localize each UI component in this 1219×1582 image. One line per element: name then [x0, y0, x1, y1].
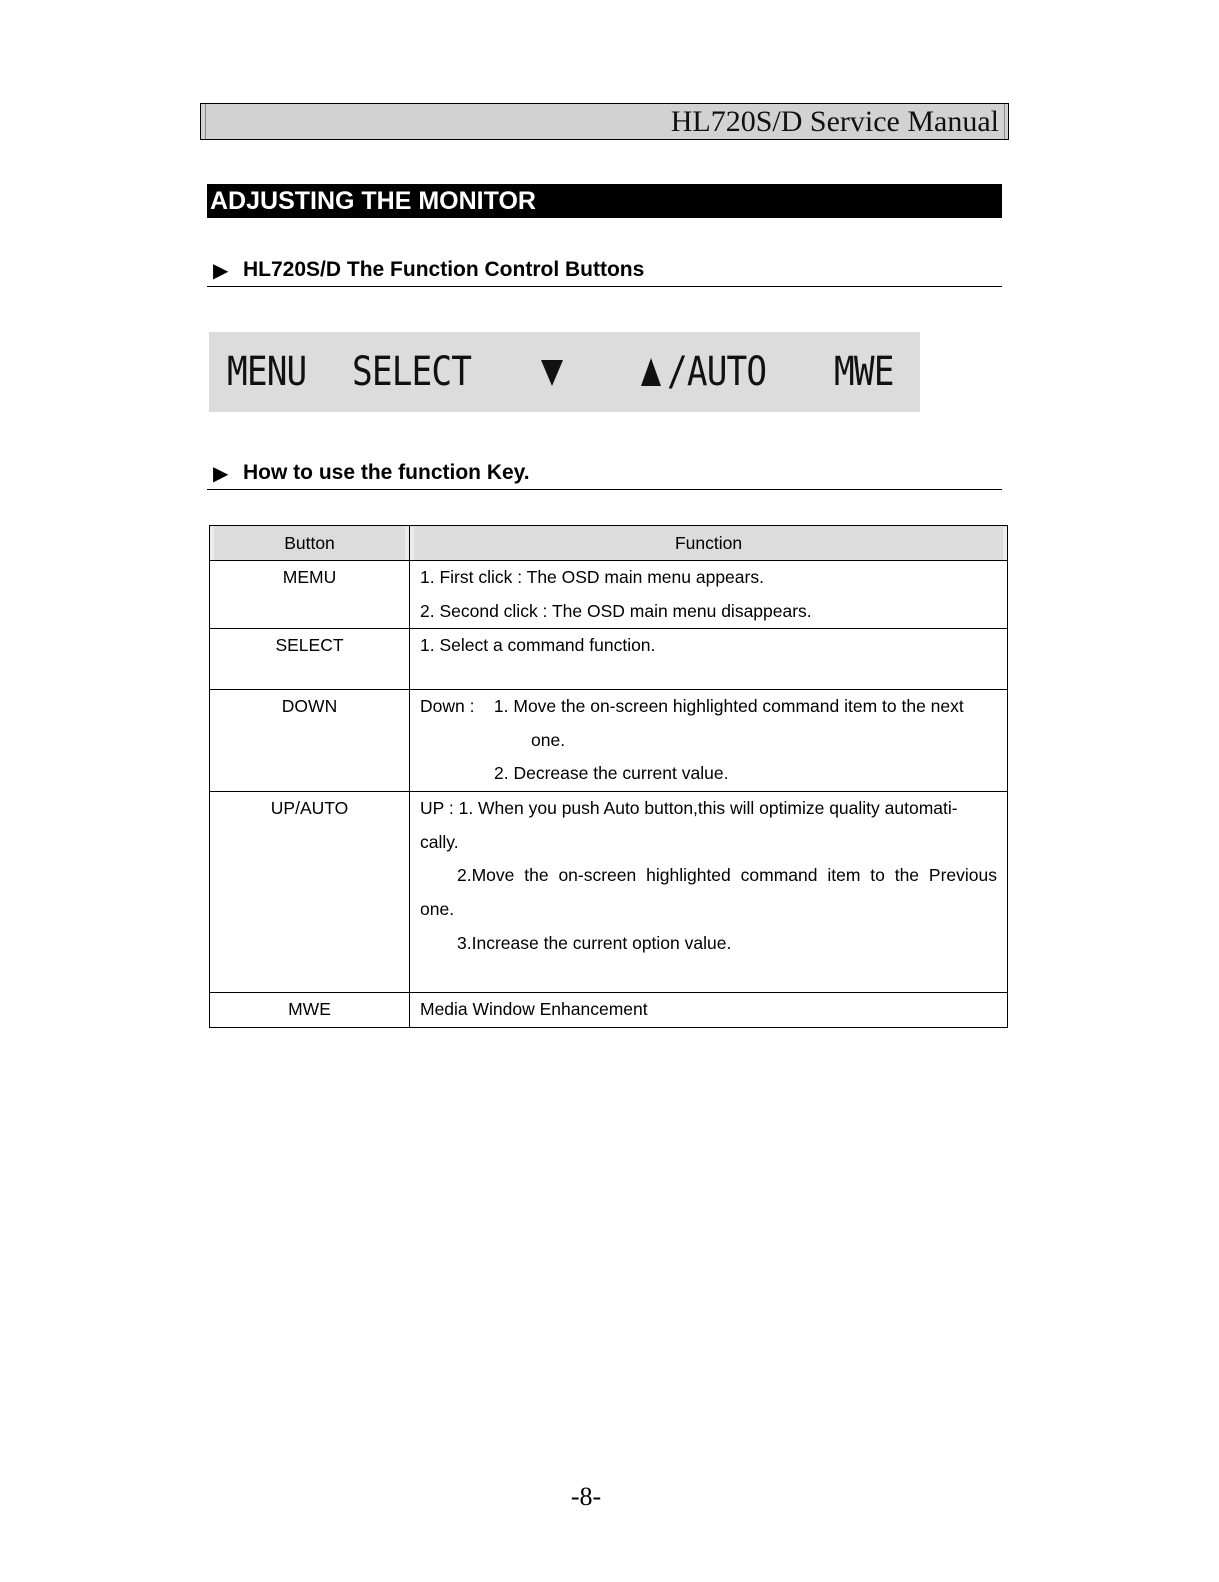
document-title: HL720S/D Service Manual	[670, 105, 999, 138]
function-line: one.	[531, 729, 566, 750]
subheading-text: HL720S/D The Function Control Buttons	[243, 258, 645, 281]
button-cell: UP/AUTO	[210, 792, 410, 993]
section-title: ADJUSTING THE MONITOR	[210, 187, 536, 215]
auto-button-label: /AUTO	[667, 349, 767, 395]
play-arrow-icon: ▶	[213, 463, 229, 485]
function-line: 2.Move the on-screen highlighted command item to the Previous	[457, 865, 997, 886]
select-button-label: SELECT	[352, 349, 472, 395]
subheading-function-key	[207, 460, 1002, 490]
function-line: one.	[420, 898, 455, 919]
header-bar	[200, 103, 1009, 140]
function-cell	[410, 792, 1008, 993]
function-line: 3.Increase the current option value.	[457, 932, 732, 953]
function-line: Media Window Enhancement	[420, 999, 648, 1020]
function-cell	[410, 690, 1008, 792]
play-arrow-icon: ▶	[213, 260, 229, 282]
header-button: Button	[210, 526, 410, 561]
table-row	[210, 993, 1008, 1028]
function-line: Down : 1. Move the on-screen highlighted command item to the next	[420, 696, 964, 717]
mwe-button-label: MWE	[834, 349, 894, 395]
function-line: 1. Select a command function.	[420, 635, 656, 656]
section-heading-bar	[207, 184, 1002, 218]
button-cell: MEMU	[210, 561, 410, 629]
function-line: cally.	[420, 831, 459, 852]
control-buttons-panel	[209, 332, 920, 412]
subheading-text: How to use the function Key.	[243, 461, 530, 484]
table-row	[210, 792, 1008, 993]
function-cell	[410, 561, 1008, 629]
function-line: 2. Second click : The OSD main menu disappears.	[420, 600, 812, 621]
subheading-function-buttons	[207, 257, 1002, 287]
header-function: Function	[410, 526, 1008, 561]
function-line: 2. Decrease the current value.	[494, 763, 729, 784]
function-line: UP : 1. When you push Auto button,this will optimize quality automati-	[420, 798, 958, 819]
function-cell	[410, 993, 1008, 1028]
table-row	[210, 690, 1008, 792]
page-number: -8-	[570, 1482, 602, 1511]
table-row	[210, 629, 1008, 690]
button-cell: MWE	[210, 993, 410, 1028]
button-cell: SELECT	[210, 629, 410, 690]
menu-button-label: MENU	[227, 349, 307, 395]
button-cell: DOWN	[210, 690, 410, 792]
function-cell	[410, 629, 1008, 690]
function-table	[209, 525, 1008, 1028]
table-row	[210, 561, 1008, 629]
table-header-row	[210, 526, 1008, 561]
down-triangle-icon	[541, 360, 563, 386]
function-line: 1. First click : The OSD main menu appears.	[420, 567, 764, 587]
up-triangle-icon	[641, 358, 661, 386]
